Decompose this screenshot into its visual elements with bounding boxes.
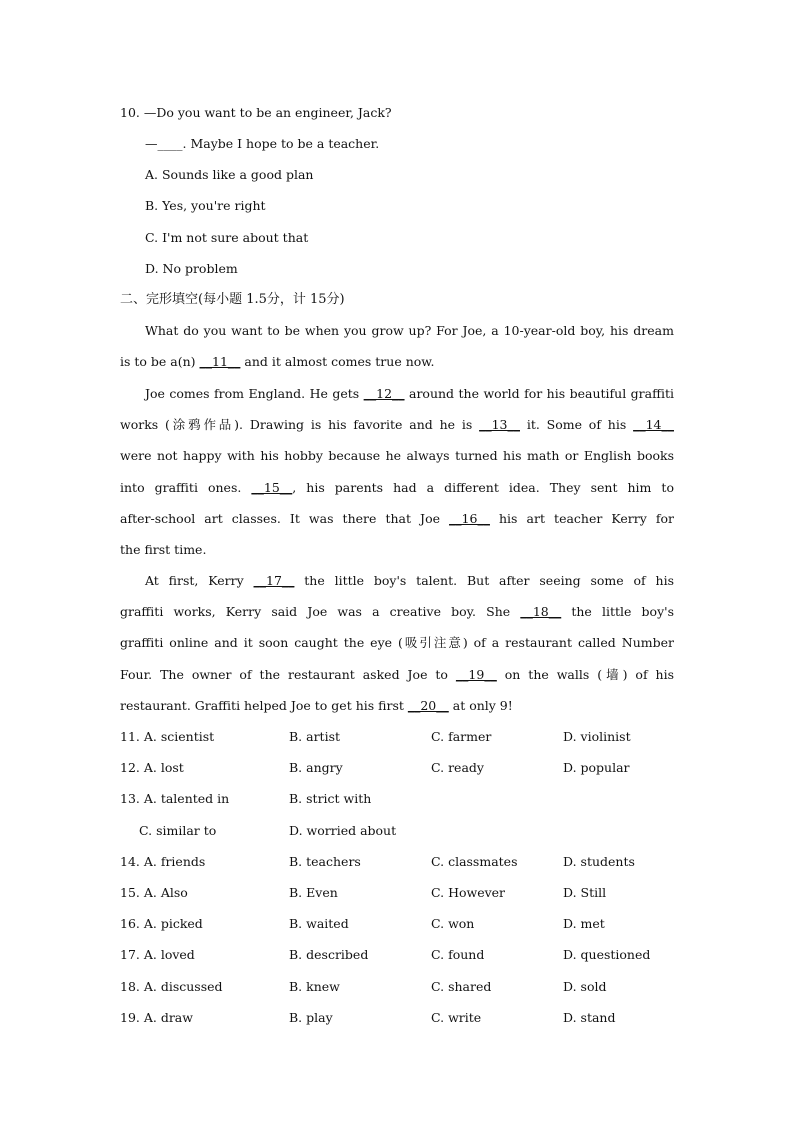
passage-text: What do you want to be when you grow up? For Joe, a 10-year-old boy, his dream: [145, 323, 674, 338]
passage-line: [120, 667, 674, 683]
passage-text: and it almost comes true now.: [240, 354, 435, 370]
answer-option: 17. A. loved: [120, 947, 195, 963]
answer-option: B. artist: [289, 729, 341, 744]
answer-option: D. sold: [563, 978, 607, 994]
answer-option: 15. A. Also: [120, 885, 188, 900]
passage-text: Joe comes from England. He gets: [145, 386, 364, 401]
passage-line: [120, 604, 674, 620]
blank-16[interactable]: __16__: [449, 510, 490, 526]
answer-option: B. Even: [289, 885, 338, 900]
passage-text: graffiti online and it soon caught the eye (吸引注意) of a restaurant called Number: [120, 635, 674, 651]
answer-option: D. questioned: [563, 947, 651, 963]
answer-option: C. However: [431, 885, 506, 900]
blank-12[interactable]: __12__: [363, 386, 405, 401]
passage-text: into graffiti ones.: [120, 479, 252, 495]
question-10-option-c: C. I'm not sure about that: [145, 230, 309, 245]
answer-option: 11. A. scientist: [120, 729, 215, 744]
passage-text: At first, Kerry: [145, 573, 254, 588]
answer-option: C. classmates: [431, 853, 518, 869]
passage-line: [120, 542, 674, 558]
blank-20[interactable]: __20__: [407, 697, 449, 713]
passage-text: the little boy's talent. But after seeing some of his: [294, 573, 675, 588]
question-10-reply: —____. Maybe I hope to be a teacher.: [145, 136, 380, 151]
passage-line: [120, 698, 674, 714]
answer-option: D. violinist: [563, 729, 631, 744]
answer-option: C. similar to: [139, 822, 217, 838]
passage-text: is to be a(n): [120, 354, 200, 370]
blank-19[interactable]: __19__: [455, 666, 497, 682]
answer-option: D. students: [563, 853, 635, 869]
passage-text: after-school art classes. It was there that Joe: [120, 510, 450, 526]
passage-line: [120, 511, 674, 527]
answer-option: 18. A. discussed: [120, 978, 223, 994]
section-title: 二、完形填空(每小题 1.5分，计 15分): [120, 292, 345, 307]
passage-paragraph-2: [120, 386, 674, 558]
answer-option: B. waited: [289, 916, 349, 932]
passage-text: around the world for his beautiful graffiti: [404, 386, 674, 401]
answer-option: D. worried about: [289, 822, 397, 838]
answer-option: 14. A. friends: [120, 853, 206, 869]
blank-13[interactable]: __13__: [479, 417, 520, 433]
question-10-option-a: A. Sounds like a good plan: [145, 167, 314, 182]
question-10-stem: 10. —Do you want to be an engineer, Jack?: [120, 105, 392, 120]
answer-option: C. won: [431, 916, 475, 932]
answer-option: C. shared: [431, 978, 492, 994]
passage-line: [120, 448, 674, 464]
passage-text: his art teacher Kerry for: [489, 510, 674, 526]
blank-11[interactable]: __11__: [199, 354, 241, 370]
passage-line: [120, 635, 674, 651]
passage-line: [120, 323, 674, 339]
passage-text: , his parents had a different idea. They sent him to: [292, 479, 674, 495]
passage-line: [120, 573, 674, 589]
answer-option: B. described: [289, 947, 369, 963]
passage-text: the little boy's: [561, 604, 674, 620]
answer-option: B. strict with: [289, 791, 372, 807]
answer-option: 12. A. lost: [120, 760, 184, 776]
blank-18[interactable]: __18__: [520, 604, 562, 620]
passage-line: [120, 386, 674, 402]
passage-text: on the walls (墙) of his: [496, 666, 674, 682]
answer-option: 19. A. draw: [120, 1009, 193, 1025]
passage-paragraph-3: [120, 573, 674, 714]
answer-option: D. stand: [563, 1009, 616, 1025]
answer-option: B. play: [289, 1009, 333, 1025]
passage-text: the first time.: [120, 541, 207, 557]
passage-text: graffiti works, Kerry said Joe was a creative boy. She: [120, 604, 521, 620]
answer-option: C. write: [431, 1009, 482, 1025]
answer-option: C. found: [431, 947, 485, 963]
answer-option: D. met: [563, 916, 605, 932]
answer-option: B. knew: [289, 978, 340, 994]
passage-paragraph-1: [120, 323, 674, 370]
blank-17[interactable]: __17__: [253, 573, 295, 588]
answer-option: 16. A. picked: [120, 916, 203, 932]
passage-line: [120, 417, 674, 433]
blank-15[interactable]: __15__: [251, 479, 293, 495]
passage-text: it. Some of his: [520, 417, 634, 433]
passage-text: were not happy with his hobby because he always turned his math or English books: [120, 448, 674, 464]
question-10-option-d: D. No problem: [145, 261, 238, 276]
passage-text: works (涂鸦作品). Drawing is his favorite and he is: [120, 417, 480, 433]
answer-option: B. teachers: [289, 853, 361, 869]
passage-line: [120, 354, 674, 370]
blank-14[interactable]: __14__: [633, 417, 674, 433]
question-10-option-b: B. Yes, you're right: [145, 198, 266, 213]
passage-text: restaurant. Graffiti helped Joe to get his first: [120, 697, 408, 713]
answer-option: 13. A. talented in: [120, 791, 230, 807]
answer-option: D. Still: [563, 885, 607, 900]
answer-option: C. ready: [431, 760, 484, 776]
answer-option: D. popular: [563, 760, 630, 776]
passage-text: Four. The owner of the restaurant asked Joe to: [120, 666, 456, 682]
answer-option: B. angry: [289, 760, 343, 776]
passage-line: [120, 480, 674, 496]
passage-text: at only 9!: [448, 697, 513, 713]
answer-option: C. farmer: [431, 729, 492, 744]
